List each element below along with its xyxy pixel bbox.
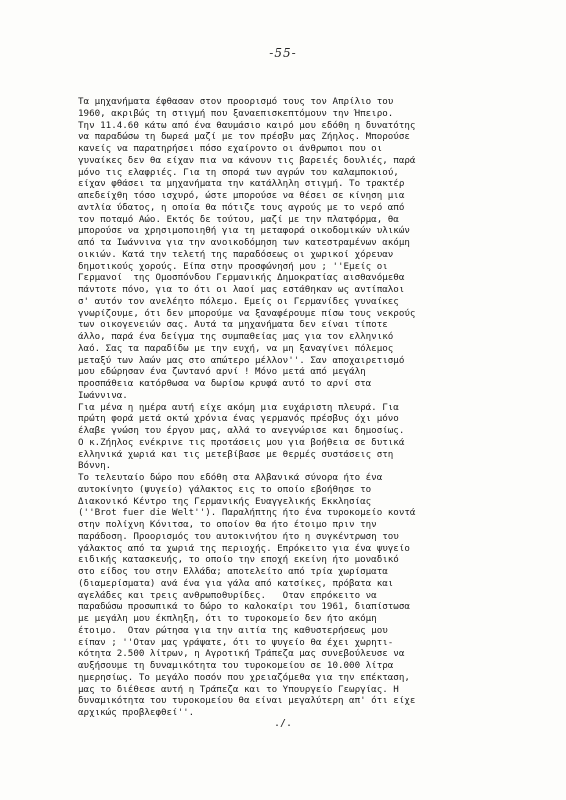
text-line: Γερμανοί της Ομοσπόνδου Γερμανικής Δημοκρατίας αισθανόμεθα [78,272,405,284]
text-line: είπαν ; ''Οταν μας γράψατε, ότι το ψυγείο θα έχει χωρητι- [78,636,394,648]
text-line: γάλακτος από τα χωριά της περιοχής. Επρόκειτο για ένα ψυγείο [78,542,410,554]
text-line: σ' αυτόν τον ανελέητο πόλεμο. Εμείς οι Γερμανίδες γυναίκες [78,295,399,307]
text-line: ειδικής κατασκευής, το οποίο την εποχή εκείνη ήτο μοναδικό [78,554,399,566]
text-line: παράδοση. Προορισμός του αυτοκινήτου ήτο η συγκέντρωση του [78,530,399,542]
text-line: κανείς να παρατηρήσει πόσο εχαίροντο οι άνθρωποι που οι [78,143,383,154]
text-line: στην πολίχνη Κόνιτσα, το οποίον θα ήτο έτοιμο πριν την [78,519,377,530]
text-line: αγελάδες και τρεις ανθρωποθυρίδες. Οταν επρόκειτο να [78,589,377,601]
text-line: δημοτικούς χορούς. Είπα στην προσφώνησή μου ; ''Εμείς οι [78,260,388,272]
text-line: τον ποταμό Αώο. Εκτός δε τούτου, μαζί με την πλατφόρμα, θα [78,213,399,225]
text-line: με μεγάλη μου έκπληξη, ότι το τυροκομείο δεν ήτο ακόμη [78,613,377,624]
text-line: αντλία ύδατος, η οποία θα πότιζε τους αγρούς με το νερό από [78,201,405,213]
text-line: ελληνικά χωριά και τις μετεβίβασε με θερμές συστάσεις στη [78,448,394,460]
text-line: κότητα 2.500 λίτρων, η Αγροτική Τράπεζα μας συνεβούλευσε να [78,648,405,660]
body-text [78,96,558,719]
text-line: άλλο, παρά ένα δείγμα της συμπαθείας μας για τον ελληνικό [78,331,394,342]
text-line: γνωρίζουμε, ότι δεν μπορούμε να ξαναφέρουμε πίσω τους νεκρούς [78,307,416,319]
text-line: μας το διέθεσε αυτή η Τράπεζα και το Υπουργείο Γεωργίας. Η [78,683,399,695]
text-line: οικιών. Κατά την τελετή της παραδόσεως οι χωρικοί χόρευαν [78,248,394,260]
text-line: πρώτη φορά μετά οκτώ χρόνια ένας γερμανός πρέσβυς όχι μόνο [78,413,399,425]
text-line: (διαμερίσματα) ανά ένα για γάλα από κατσίκες, πρόβατα και [78,577,394,589]
text-line: δυναμικότητα του τυροκομείου θα είναι μεγαλύτερη απ' ότι είχε [78,695,416,707]
text-line: έτοιμο. Οταν ρώτησα για την αιτία της καθυστερήσεως μου [78,624,388,636]
text-line: μπορούσε να χρησιμοποιηθή για τη μεταφορά οικοδομικών υλικών [78,225,410,237]
text-line: (''Brot fuer die Welt''). Παραλήπτης ήτο ένα τυροκομείο κοντά [78,507,416,519]
text-line: των οικογενειών σας. Αυτά τα μηχανήματα δεν είναι τίποτε [78,319,388,331]
text-line: είχαν φθάσει τα μηχανήματα την κατάλληλη στιγμή. Το τρακτέρ [78,178,405,190]
text-line: παραδώσω προσωπικά το δώρο το καλοκαίρι του 1961, διαπίστωσα [78,601,410,613]
text-line: αυξήσουμε τη δυναμικότητα του τυροκομείου σε 10.000 λίτρα [78,660,394,671]
text-line: Διακονικό Κέντρο της Γερμανικής Ευαγγελικής Εκκλησίας [78,495,372,507]
text-line: Την 11.4.60 κάτω από ένα θαυμάσιο καιρό μου εδόθη η δυνατότης [78,119,416,131]
text-line: από τα Ιωάννινα για την ανοικοδόμηση των κατεστραμένων ακόμη [78,237,410,248]
text-line: Για μένα η ημέρα αυτή είχε ακόμη μια ευχάριστη πλευρά. Για [78,401,399,413]
text-line: στο είδος του στην Ελλάδα; αποτελείτο από τρία χωρίσματα [78,566,388,577]
text-line: μόνο τις ελαφριές. Για τη σπορά των αγρών του καλαμποκιού, [78,166,399,178]
text-line: ημερησίως. Το μεγάλο ποσόν που χρειαζόμεθα για την επέκταση, [78,671,410,683]
continuation-mark: ./. [273,718,293,729]
text-line: μεταξύ των λαών μας στο απώτερο μέλλον''. Σαν αποχαιρετισμό [78,354,405,366]
text-line: Τα μηχανήματα έφθασαν στον προορισμό τους τον Απρίλιο του [78,96,394,107]
text-line: Βόννη. [78,460,112,472]
page-number: -55- [269,46,297,60]
text-line: έλαβε γνώση του έργου μας, αλλά το ανεγνώρισε και δημοσίως. [78,425,405,436]
text-line: αρχικώς προβλεφθεί''. [78,707,195,718]
text-line: προσπάθεια κατόρθωσα να δωρίσω κρυφά αυτό το αρνί στα [78,378,372,389]
text-line: Ο κ.Ζήηλος ενέκρινε τις προτάσεις μου για βοήθεια σε δυτικά [78,436,405,448]
text-line: Το τελευταίο δώρο που εδόθη στα Αλβανικά σύνορα ήτο ένα [78,472,383,483]
text-line: απεδείχθη τόσο ισχυρό, ώστε μπορούσε να θέσει σε κίνηση μια [78,190,405,201]
text-line: λαό. Σας τα παραδίδω με την ευχή, να μη ξαναγίνει πόλεμος [78,342,394,354]
text-line: μου εδώρησαν ένα ζωντανό αρνί ! Μόνο μετά από μεγάλη [78,366,366,378]
text-line: γυναίκες δεν θα είχαν πια να κάνουν τις βαρειές δουλιές, παρά [78,154,416,166]
text-line: Ιωάννινα. [78,389,128,401]
text-line: να παραδώσω τη δωρεά μαζί με τον πρέσβυ μας Ζήηλος. Μπορούσε [78,131,410,143]
text-line: αυτοκίνητο (ψυγείο) γάλακτος εις το οποίο εβοήθησε το [78,483,372,495]
text-line: πάντοτε πόνο, για το ότι οι λαοί μας εστάθηκαν ως αντίπαλοι [78,284,405,295]
text-line: 1960, ακριβώς τη στιγμή που ξαναεπισκεπτόμουν την Ήπειρο. [78,107,394,119]
